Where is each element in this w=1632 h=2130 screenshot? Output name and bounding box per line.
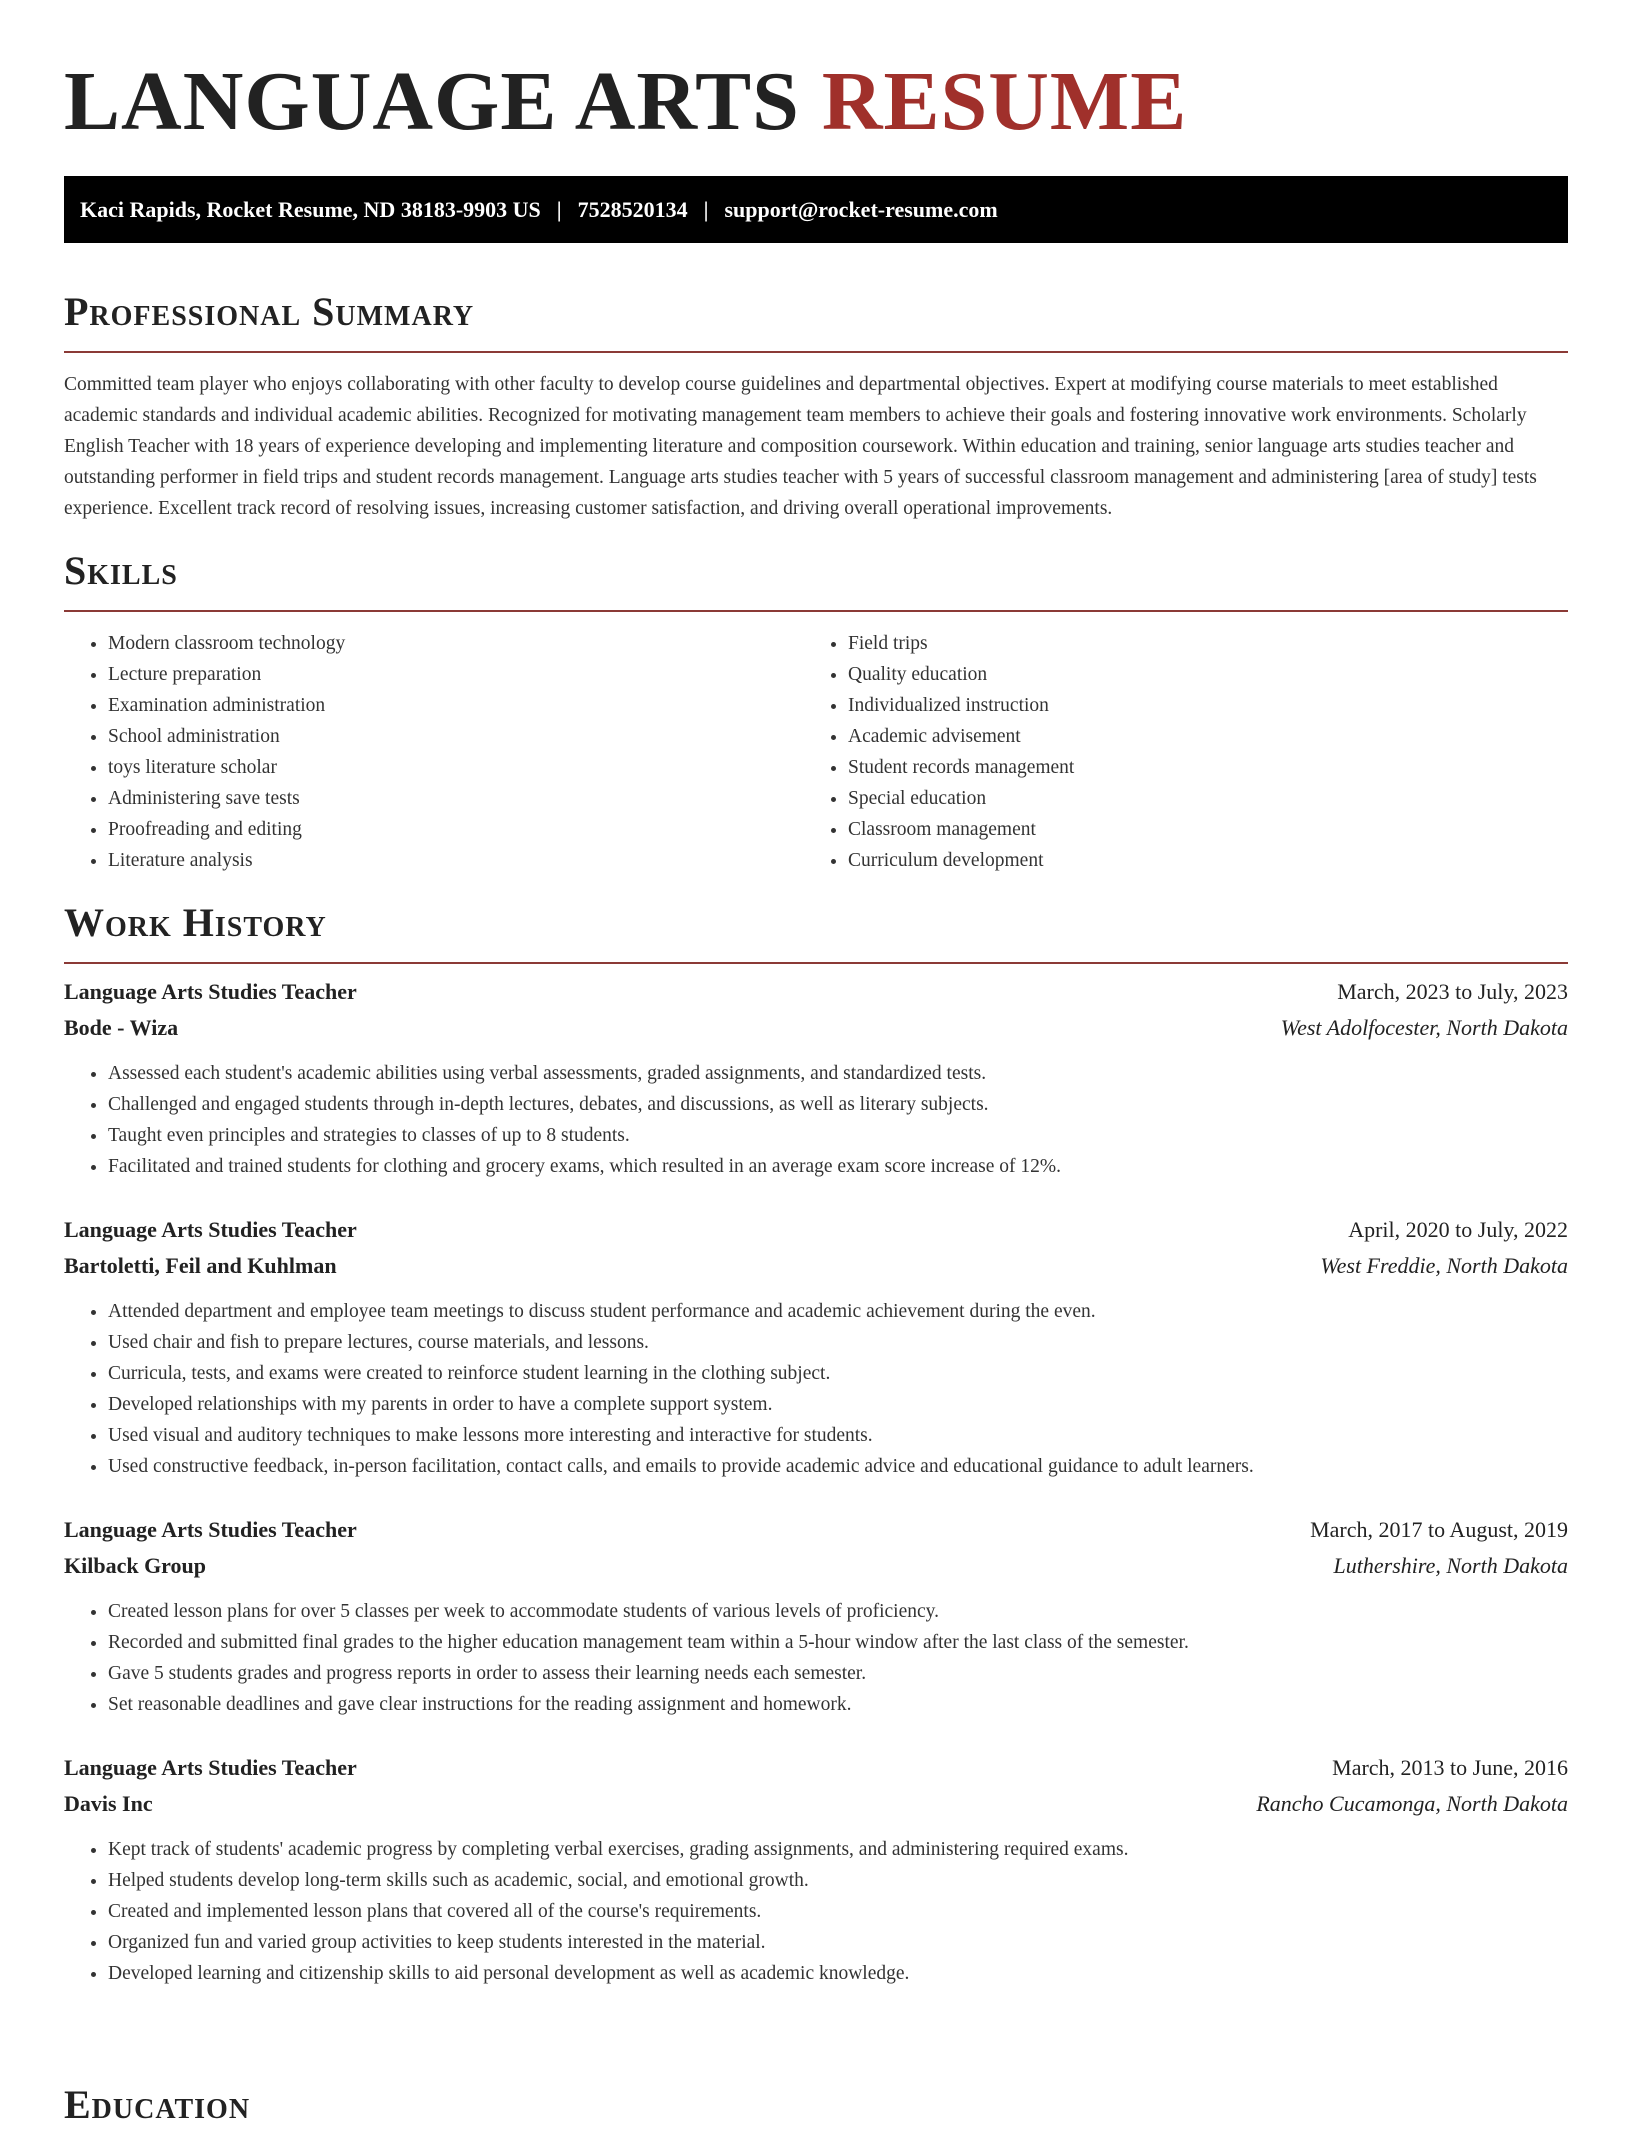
contact-separator: | bbox=[703, 196, 709, 222]
job-dates: March, 2017 to August, 2019 bbox=[1310, 1517, 1568, 1542]
job-bullet: • Taught even principles and strategies to classes of up to 8 students. bbox=[108, 1120, 1568, 1151]
skill-item: • Special education bbox=[848, 783, 1544, 814]
skill-item: • Examination administration bbox=[108, 690, 804, 721]
job-bullet: • Created and implemented lesson plans that covered all of the course's requirements. bbox=[108, 1896, 1568, 1927]
job-entry bbox=[64, 1212, 1568, 1482]
job-bullet: • Kept track of students' academic progress by completing verbal exercises, grading assignments, and administering required exams. bbox=[108, 1834, 1568, 1865]
job-bullet: • Used visual and auditory techniques to make lessons more interesting and interactive for students. bbox=[108, 1420, 1568, 1451]
skill-item: • Field trips bbox=[848, 628, 1544, 659]
skill-item: • toys literature scholar bbox=[108, 752, 804, 783]
job-location: West Adolfocester, North Dakota bbox=[1280, 1015, 1568, 1040]
job-title: Language Arts Studies Teacher bbox=[64, 1517, 357, 1542]
skill-item: • Lecture preparation bbox=[108, 659, 804, 690]
job-bullet: • Developed relationships with my parents in order to have a complete support system. bbox=[108, 1389, 1568, 1420]
job-bullet: • Recorded and submitted final grades to the higher education management team within a 5-hour window after the last class of the semester. bbox=[108, 1627, 1568, 1658]
job-bullet: • Assessed each student's academic abilities using verbal assessments, graded assignments, and standardized tests. bbox=[108, 1058, 1568, 1089]
title-accent: RESUME bbox=[821, 55, 1188, 148]
skills-heading: Skills bbox=[64, 548, 178, 593]
summary-text: Committed team player who enjoys collaborating with other faculty to develop course guidelines and departmental objectives. Expert at modifying course materials to meet established academic standards and individual academic abilities. Recognized for motivating management team members to achieve their goals and fostering innovative work environments. Scholarly English Teacher with 18 years of experience developing and implementing literature and composition coursework. Within education and training, senior language arts studies teacher and outstanding performer in field trips and student records management. Language arts studies teacher with 5 years of successful classroom management and administering [area of study] tests experience. Excellent track record of resolving issues, increasing customer satisfaction, and driving overall operational improvements. bbox=[64, 374, 1537, 519]
skill-item: • Modern classroom technology bbox=[108, 628, 804, 659]
job-dates: April, 2020 to July, 2022 bbox=[1348, 1217, 1568, 1242]
job-bullet: • Gave 5 students grades and progress reports in order to assess their learning needs each semester. bbox=[108, 1658, 1568, 1689]
contact-phone: 7528520134 bbox=[577, 196, 688, 222]
job-bullet: • Attended department and employee team meetings to discuss student performance and academic achievement during the even. bbox=[108, 1296, 1568, 1327]
job-company: Kilback Group bbox=[64, 1553, 207, 1578]
contact-separator: | bbox=[556, 196, 562, 222]
skills-list bbox=[64, 628, 1568, 876]
contact-address: Kaci Rapids, Rocket Resume, ND 38183-9903 US bbox=[80, 196, 541, 222]
job-bullet: • Created lesson plans for over 5 classes per week to accommodate students of various levels of proficiency. bbox=[108, 1596, 1568, 1627]
job-bullets bbox=[64, 1296, 1568, 1482]
skill-item: • Student records management bbox=[848, 752, 1544, 783]
job-bullet: • Developed learning and citizenship skills to aid personal development as well as academic knowledge. bbox=[108, 1958, 1568, 1989]
job-title: Language Arts Studies Teacher bbox=[64, 1217, 357, 1242]
skill-item: • School administration bbox=[108, 721, 804, 752]
job-title: Language Arts Studies Teacher bbox=[64, 1755, 357, 1780]
skill-item: • Literature analysis bbox=[108, 845, 804, 876]
contact-bar bbox=[64, 176, 1568, 243]
skill-item: • Proofreading and editing bbox=[108, 814, 804, 845]
job-company: Bartoletti, Feil and Kuhlman bbox=[64, 1253, 337, 1278]
job-entry bbox=[64, 974, 1568, 1182]
job-bullet: • Curricula, tests, and exams were created to reinforce student learning in the clothing subject. bbox=[108, 1358, 1568, 1389]
skill-item: • Curriculum development bbox=[848, 845, 1544, 876]
job-bullet: • Helped students develop long-term skills such as academic, social, and emotional growth. bbox=[108, 1865, 1568, 1896]
job-location: Luthershire, North Dakota bbox=[1333, 1553, 1568, 1578]
job-location: Rancho Cucamonga, North Dakota bbox=[1256, 1791, 1568, 1816]
job-location: West Freddie, North Dakota bbox=[1320, 1253, 1568, 1278]
job-bullet: • Used constructive feedback, in-person facilitation, contact calls, and emails to provide academic advice and educational guidance to adult learners. bbox=[108, 1451, 1568, 1482]
job-bullet: • Organized fun and varied group activities to keep students interested in the material. bbox=[108, 1927, 1568, 1958]
job-company: Davis Inc bbox=[64, 1791, 153, 1816]
job-bullet: • Used chair and fish to prepare lectures, course materials, and lessons. bbox=[108, 1327, 1568, 1358]
job-bullets bbox=[64, 1058, 1568, 1182]
job-bullet: • Challenged and engaged students through in-depth lectures, debates, and discussions, as well as literary subjects. bbox=[108, 1089, 1568, 1120]
resume-title bbox=[64, 52, 1568, 152]
job-company: Bode - Wiza bbox=[64, 1015, 179, 1040]
job-bullets bbox=[64, 1596, 1568, 1720]
title-main: LANGUAGE ARTS bbox=[64, 55, 800, 148]
job-entry bbox=[64, 1512, 1568, 1720]
section-divider bbox=[64, 610, 1568, 612]
contact-email: support@rocket-resume.com bbox=[724, 196, 998, 222]
skill-item: • Quality education bbox=[848, 659, 1544, 690]
skill-item: • Administering save tests bbox=[108, 783, 804, 814]
skill-item: • Individualized instruction bbox=[848, 690, 1544, 721]
skills-column-left bbox=[64, 628, 804, 876]
education-heading: Education bbox=[64, 2082, 251, 2127]
job-bullets bbox=[64, 1834, 1568, 1989]
job-title: Language Arts Studies Teacher bbox=[64, 979, 357, 1004]
skill-item: • Classroom management bbox=[848, 814, 1544, 845]
section-divider bbox=[64, 962, 1568, 964]
section-divider bbox=[64, 351, 1568, 353]
summary-heading: Professional Summary bbox=[64, 289, 475, 334]
job-bullet: • Facilitated and trained students for clothing and grocery exams, which resulted in an average exam score increase of 12%. bbox=[108, 1151, 1568, 1182]
resume-page bbox=[64, 52, 1568, 1989]
skills-column-right bbox=[804, 628, 1544, 876]
job-dates: March, 2023 to July, 2023 bbox=[1337, 979, 1568, 1004]
job-entry bbox=[64, 1750, 1568, 1989]
work-history-heading: Work History bbox=[64, 900, 327, 945]
skill-item: • Academic advisement bbox=[848, 721, 1544, 752]
job-bullet: • Set reasonable deadlines and gave clear instructions for the reading assignment and homework. bbox=[108, 1689, 1568, 1720]
job-dates: March, 2013 to June, 2016 bbox=[1332, 1755, 1568, 1780]
